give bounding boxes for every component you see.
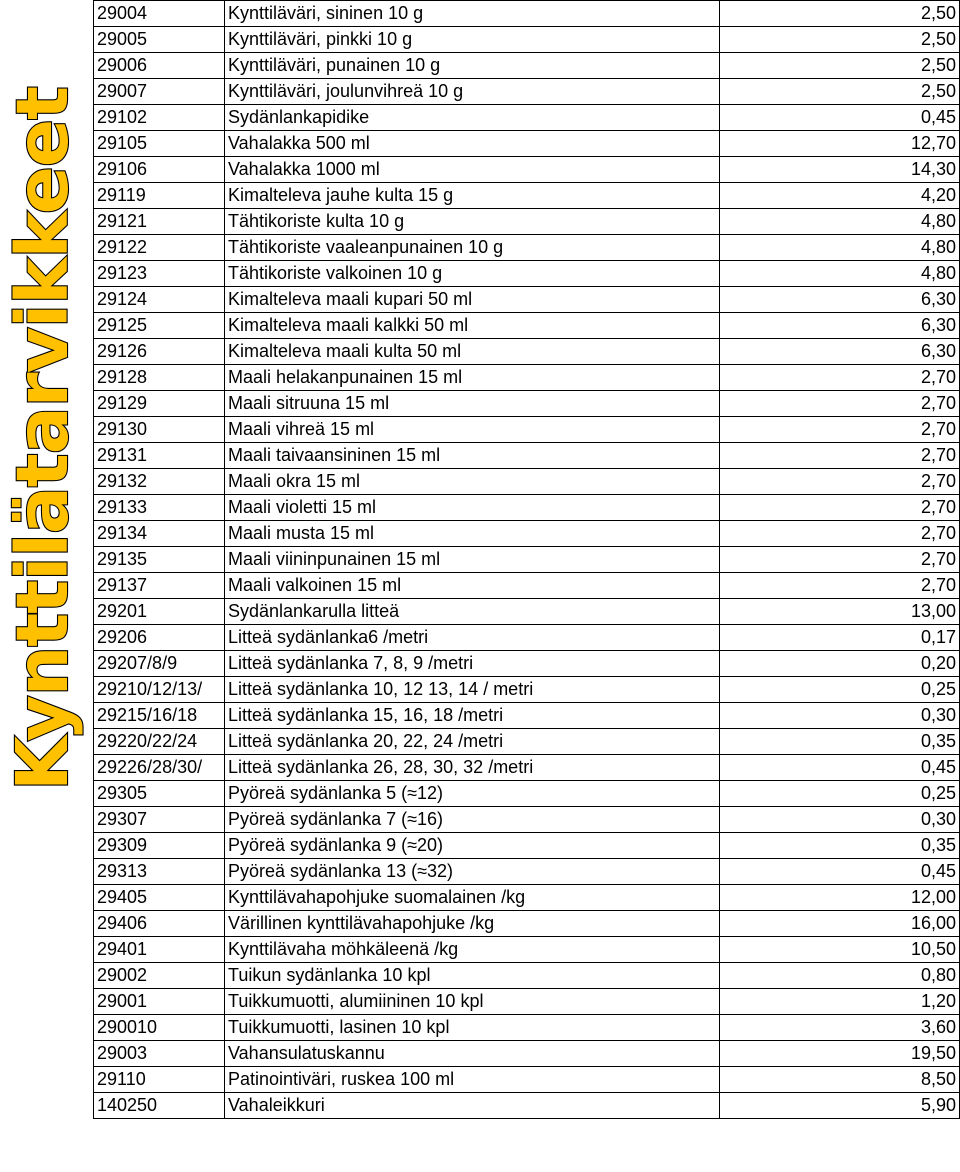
product-price-cell: 0,35	[720, 729, 960, 755]
product-price-cell: 2,50	[720, 79, 960, 105]
product-name-cell: Kimalteleva maali kulta 50 ml	[225, 339, 720, 365]
product-price-cell: 0,30	[720, 703, 960, 729]
product-name-cell: Patinointiväri, ruskea 100 ml	[225, 1067, 720, 1093]
table-row	[94, 183, 960, 209]
product-code-cell: 29406	[94, 911, 225, 937]
table-row	[94, 729, 960, 755]
product-code-cell: 29105	[94, 131, 225, 157]
product-code-cell: 29102	[94, 105, 225, 131]
product-price-cell: 3,60	[720, 1015, 960, 1041]
table-row	[94, 417, 960, 443]
table-row	[94, 287, 960, 313]
product-name-cell: Kimalteleva jauhe kulta 15 g	[225, 183, 720, 209]
product-price-cell: 2,70	[720, 469, 960, 495]
table-row	[94, 313, 960, 339]
product-code-cell: 29401	[94, 937, 225, 963]
product-price-cell: 0,45	[720, 859, 960, 885]
table-row	[94, 131, 960, 157]
product-code-cell: 29134	[94, 521, 225, 547]
product-price-cell: 6,30	[720, 313, 960, 339]
product-name-cell: Tähtikoriste vaaleanpunainen 10 g	[225, 235, 720, 261]
table-row	[94, 807, 960, 833]
product-name-cell: Pyöreä sydänlanka 5 (≈12)	[225, 781, 720, 807]
product-price-cell: 19,50	[720, 1041, 960, 1067]
table-row	[94, 755, 960, 781]
product-price-cell: 0,25	[720, 677, 960, 703]
section-title: Kynttilätarvikkeet	[1, 86, 84, 791]
product-price-cell: 2,50	[720, 27, 960, 53]
table-row	[94, 885, 960, 911]
product-code-cell: 29002	[94, 963, 225, 989]
product-code-cell: 29122	[94, 235, 225, 261]
table-row	[94, 261, 960, 287]
product-name-cell: Kimalteleva maali kupari 50 ml	[225, 287, 720, 313]
product-code-cell: 29128	[94, 365, 225, 391]
product-name-cell: Tuikun sydänlanka 10 kpl	[225, 963, 720, 989]
product-name-cell: Vahalakka 500 ml	[225, 131, 720, 157]
product-code-cell: 29215/16/18	[94, 703, 225, 729]
table-row	[94, 495, 960, 521]
product-code-cell: 29137	[94, 573, 225, 599]
price-list-body	[94, 1, 960, 1119]
product-name-cell: Kynttiläväri, joulunvihreä 10 g	[225, 79, 720, 105]
table-row	[94, 703, 960, 729]
product-code-cell: 29135	[94, 547, 225, 573]
table-row	[94, 833, 960, 859]
product-code-cell: 29006	[94, 53, 225, 79]
product-code-cell: 29119	[94, 183, 225, 209]
product-price-cell: 2,70	[720, 495, 960, 521]
product-price-cell: 0,17	[720, 625, 960, 651]
product-code-cell: 29313	[94, 859, 225, 885]
product-code-cell: 290010	[94, 1015, 225, 1041]
product-name-cell: Pyöreä sydänlanka 7 (≈16)	[225, 807, 720, 833]
table-row	[94, 443, 960, 469]
product-name-cell: Sydänlankapidike	[225, 105, 720, 131]
product-code-cell: 29126	[94, 339, 225, 365]
table-row	[94, 157, 960, 183]
product-price-cell: 2,50	[720, 1, 960, 27]
product-name-cell: Litteä sydänlanka 15, 16, 18 /metri	[225, 703, 720, 729]
product-price-cell: 6,30	[720, 339, 960, 365]
product-code-cell: 29131	[94, 443, 225, 469]
product-price-cell: 4,80	[720, 209, 960, 235]
table-row	[94, 677, 960, 703]
table-row	[94, 911, 960, 937]
product-name-cell: Litteä sydänlanka 20, 22, 24 /metri	[225, 729, 720, 755]
product-name-cell: Vahaleikkuri	[225, 1093, 720, 1119]
table-row	[94, 547, 960, 573]
product-name-cell: Maali valkoinen 15 ml	[225, 573, 720, 599]
product-code-cell: 29405	[94, 885, 225, 911]
product-code-cell: 29003	[94, 1041, 225, 1067]
product-price-cell: 13,00	[720, 599, 960, 625]
product-name-cell: Litteä sydänlanka6 /metri	[225, 625, 720, 651]
product-price-cell: 8,50	[720, 1067, 960, 1093]
product-name-cell: Pyöreä sydänlanka 9 (≈20)	[225, 833, 720, 859]
product-name-cell: Kynttiläväri, sininen 10 g	[225, 1, 720, 27]
product-code-cell: 29220/22/24	[94, 729, 225, 755]
table-row	[94, 651, 960, 677]
product-code-cell: 29121	[94, 209, 225, 235]
product-code-cell: 29207/8/9	[94, 651, 225, 677]
product-price-cell: 2,70	[720, 391, 960, 417]
table-row	[94, 365, 960, 391]
product-price-cell: 2,50	[720, 53, 960, 79]
table-row	[94, 53, 960, 79]
product-code-cell: 29106	[94, 157, 225, 183]
product-code-cell: 29124	[94, 287, 225, 313]
product-price-cell: 16,00	[720, 911, 960, 937]
product-name-cell: Maali musta 15 ml	[225, 521, 720, 547]
product-name-cell: Litteä sydänlanka 7, 8, 9 /metri	[225, 651, 720, 677]
product-name-cell: Tuikkumuotti, lasinen 10 kpl	[225, 1015, 720, 1041]
product-name-cell: Värillinen kynttilävahapohjuke /kg	[225, 911, 720, 937]
product-code-cell: 140250	[94, 1093, 225, 1119]
product-name-cell: Maali viininpunainen 15 ml	[225, 547, 720, 573]
table-row	[94, 27, 960, 53]
product-price-cell: 2,70	[720, 365, 960, 391]
product-code-cell: 29001	[94, 989, 225, 1015]
product-price-cell: 12,70	[720, 131, 960, 157]
product-name-cell: Tuikkumuotti, alumiininen 10 kpl	[225, 989, 720, 1015]
product-code-cell: 29129	[94, 391, 225, 417]
product-name-cell: Litteä sydänlanka 10, 12 13, 14 / metri	[225, 677, 720, 703]
table-row	[94, 339, 960, 365]
product-code-cell: 29307	[94, 807, 225, 833]
table-row	[94, 963, 960, 989]
product-price-cell: 0,20	[720, 651, 960, 677]
product-code-cell: 29226/28/30/	[94, 755, 225, 781]
product-name-cell: Vahalakka 1000 ml	[225, 157, 720, 183]
table-row	[94, 1015, 960, 1041]
table-row	[94, 937, 960, 963]
table-row	[94, 781, 960, 807]
product-price-cell: 0,30	[720, 807, 960, 833]
product-code-cell: 29305	[94, 781, 225, 807]
product-price-cell: 2,70	[720, 547, 960, 573]
product-name-cell: Kynttilävaha möhkäleenä /kg	[225, 937, 720, 963]
product-price-cell: 6,30	[720, 287, 960, 313]
product-name-cell: Vahansulatuskannu	[225, 1041, 720, 1067]
table-row	[94, 989, 960, 1015]
product-code-cell: 29130	[94, 417, 225, 443]
product-name-cell: Maali okra 15 ml	[225, 469, 720, 495]
table-row	[94, 235, 960, 261]
product-code-cell: 29309	[94, 833, 225, 859]
product-name-cell: Maali violetti 15 ml	[225, 495, 720, 521]
product-code-cell: 29110	[94, 1067, 225, 1093]
product-name-cell: Kimalteleva maali kalkki 50 ml	[225, 313, 720, 339]
product-code-cell: 29132	[94, 469, 225, 495]
table-row	[94, 469, 960, 495]
table-row	[94, 1041, 960, 1067]
table-row	[94, 573, 960, 599]
product-name-cell: Kynttilävahapohjuke suomalainen /kg	[225, 885, 720, 911]
product-code-cell: 29005	[94, 27, 225, 53]
product-code-cell: 29004	[94, 1, 225, 27]
table-row	[94, 1093, 960, 1119]
product-price-cell: 4,20	[720, 183, 960, 209]
product-code-cell: 29125	[94, 313, 225, 339]
product-code-cell: 29007	[94, 79, 225, 105]
product-name-cell: Sydänlankarulla litteä	[225, 599, 720, 625]
table-row	[94, 625, 960, 651]
product-name-cell: Kynttiläväri, pinkki 10 g	[225, 27, 720, 53]
product-name-cell: Litteä sydänlanka 26, 28, 30, 32 /metri	[225, 755, 720, 781]
product-code-cell: 29210/12/13/	[94, 677, 225, 703]
product-price-cell: 1,20	[720, 989, 960, 1015]
product-price-cell: 0,35	[720, 833, 960, 859]
product-code-cell: 29123	[94, 261, 225, 287]
product-name-cell: Maali vihreä 15 ml	[225, 417, 720, 443]
product-price-cell: 0,80	[720, 963, 960, 989]
product-name-cell: Pyöreä sydänlanka 13 (≈32)	[225, 859, 720, 885]
table-row	[94, 859, 960, 885]
product-price-cell: 2,70	[720, 417, 960, 443]
table-row	[94, 1067, 960, 1093]
table-row	[94, 1, 960, 27]
product-name-cell: Tähtikoriste kulta 10 g	[225, 209, 720, 235]
product-name-cell: Maali sitruuna 15 ml	[225, 391, 720, 417]
product-price-cell: 4,80	[720, 261, 960, 287]
product-price-cell: 10,50	[720, 937, 960, 963]
product-name-cell: Maali taivaansininen 15 ml	[225, 443, 720, 469]
product-price-cell: 0,45	[720, 755, 960, 781]
product-price-cell: 2,70	[720, 573, 960, 599]
product-code-cell: 29201	[94, 599, 225, 625]
product-price-cell: 2,70	[720, 443, 960, 469]
product-price-cell: 0,45	[720, 105, 960, 131]
product-price-cell: 2,70	[720, 521, 960, 547]
product-name-cell: Kynttiläväri, punainen 10 g	[225, 53, 720, 79]
product-code-cell: 29133	[94, 495, 225, 521]
table-row	[94, 79, 960, 105]
product-price-cell: 5,90	[720, 1093, 960, 1119]
table-row	[94, 105, 960, 131]
product-code-cell: 29206	[94, 625, 225, 651]
table-row	[94, 391, 960, 417]
product-price-cell: 4,80	[720, 235, 960, 261]
product-price-cell: 0,25	[720, 781, 960, 807]
table-row	[94, 521, 960, 547]
price-list-table	[93, 0, 960, 1119]
product-price-cell: 12,00	[720, 885, 960, 911]
product-price-cell: 14,30	[720, 157, 960, 183]
table-row	[94, 599, 960, 625]
product-name-cell: Maali helakanpunainen 15 ml	[225, 365, 720, 391]
product-name-cell: Tähtikoriste valkoinen 10 g	[225, 261, 720, 287]
table-row	[94, 209, 960, 235]
